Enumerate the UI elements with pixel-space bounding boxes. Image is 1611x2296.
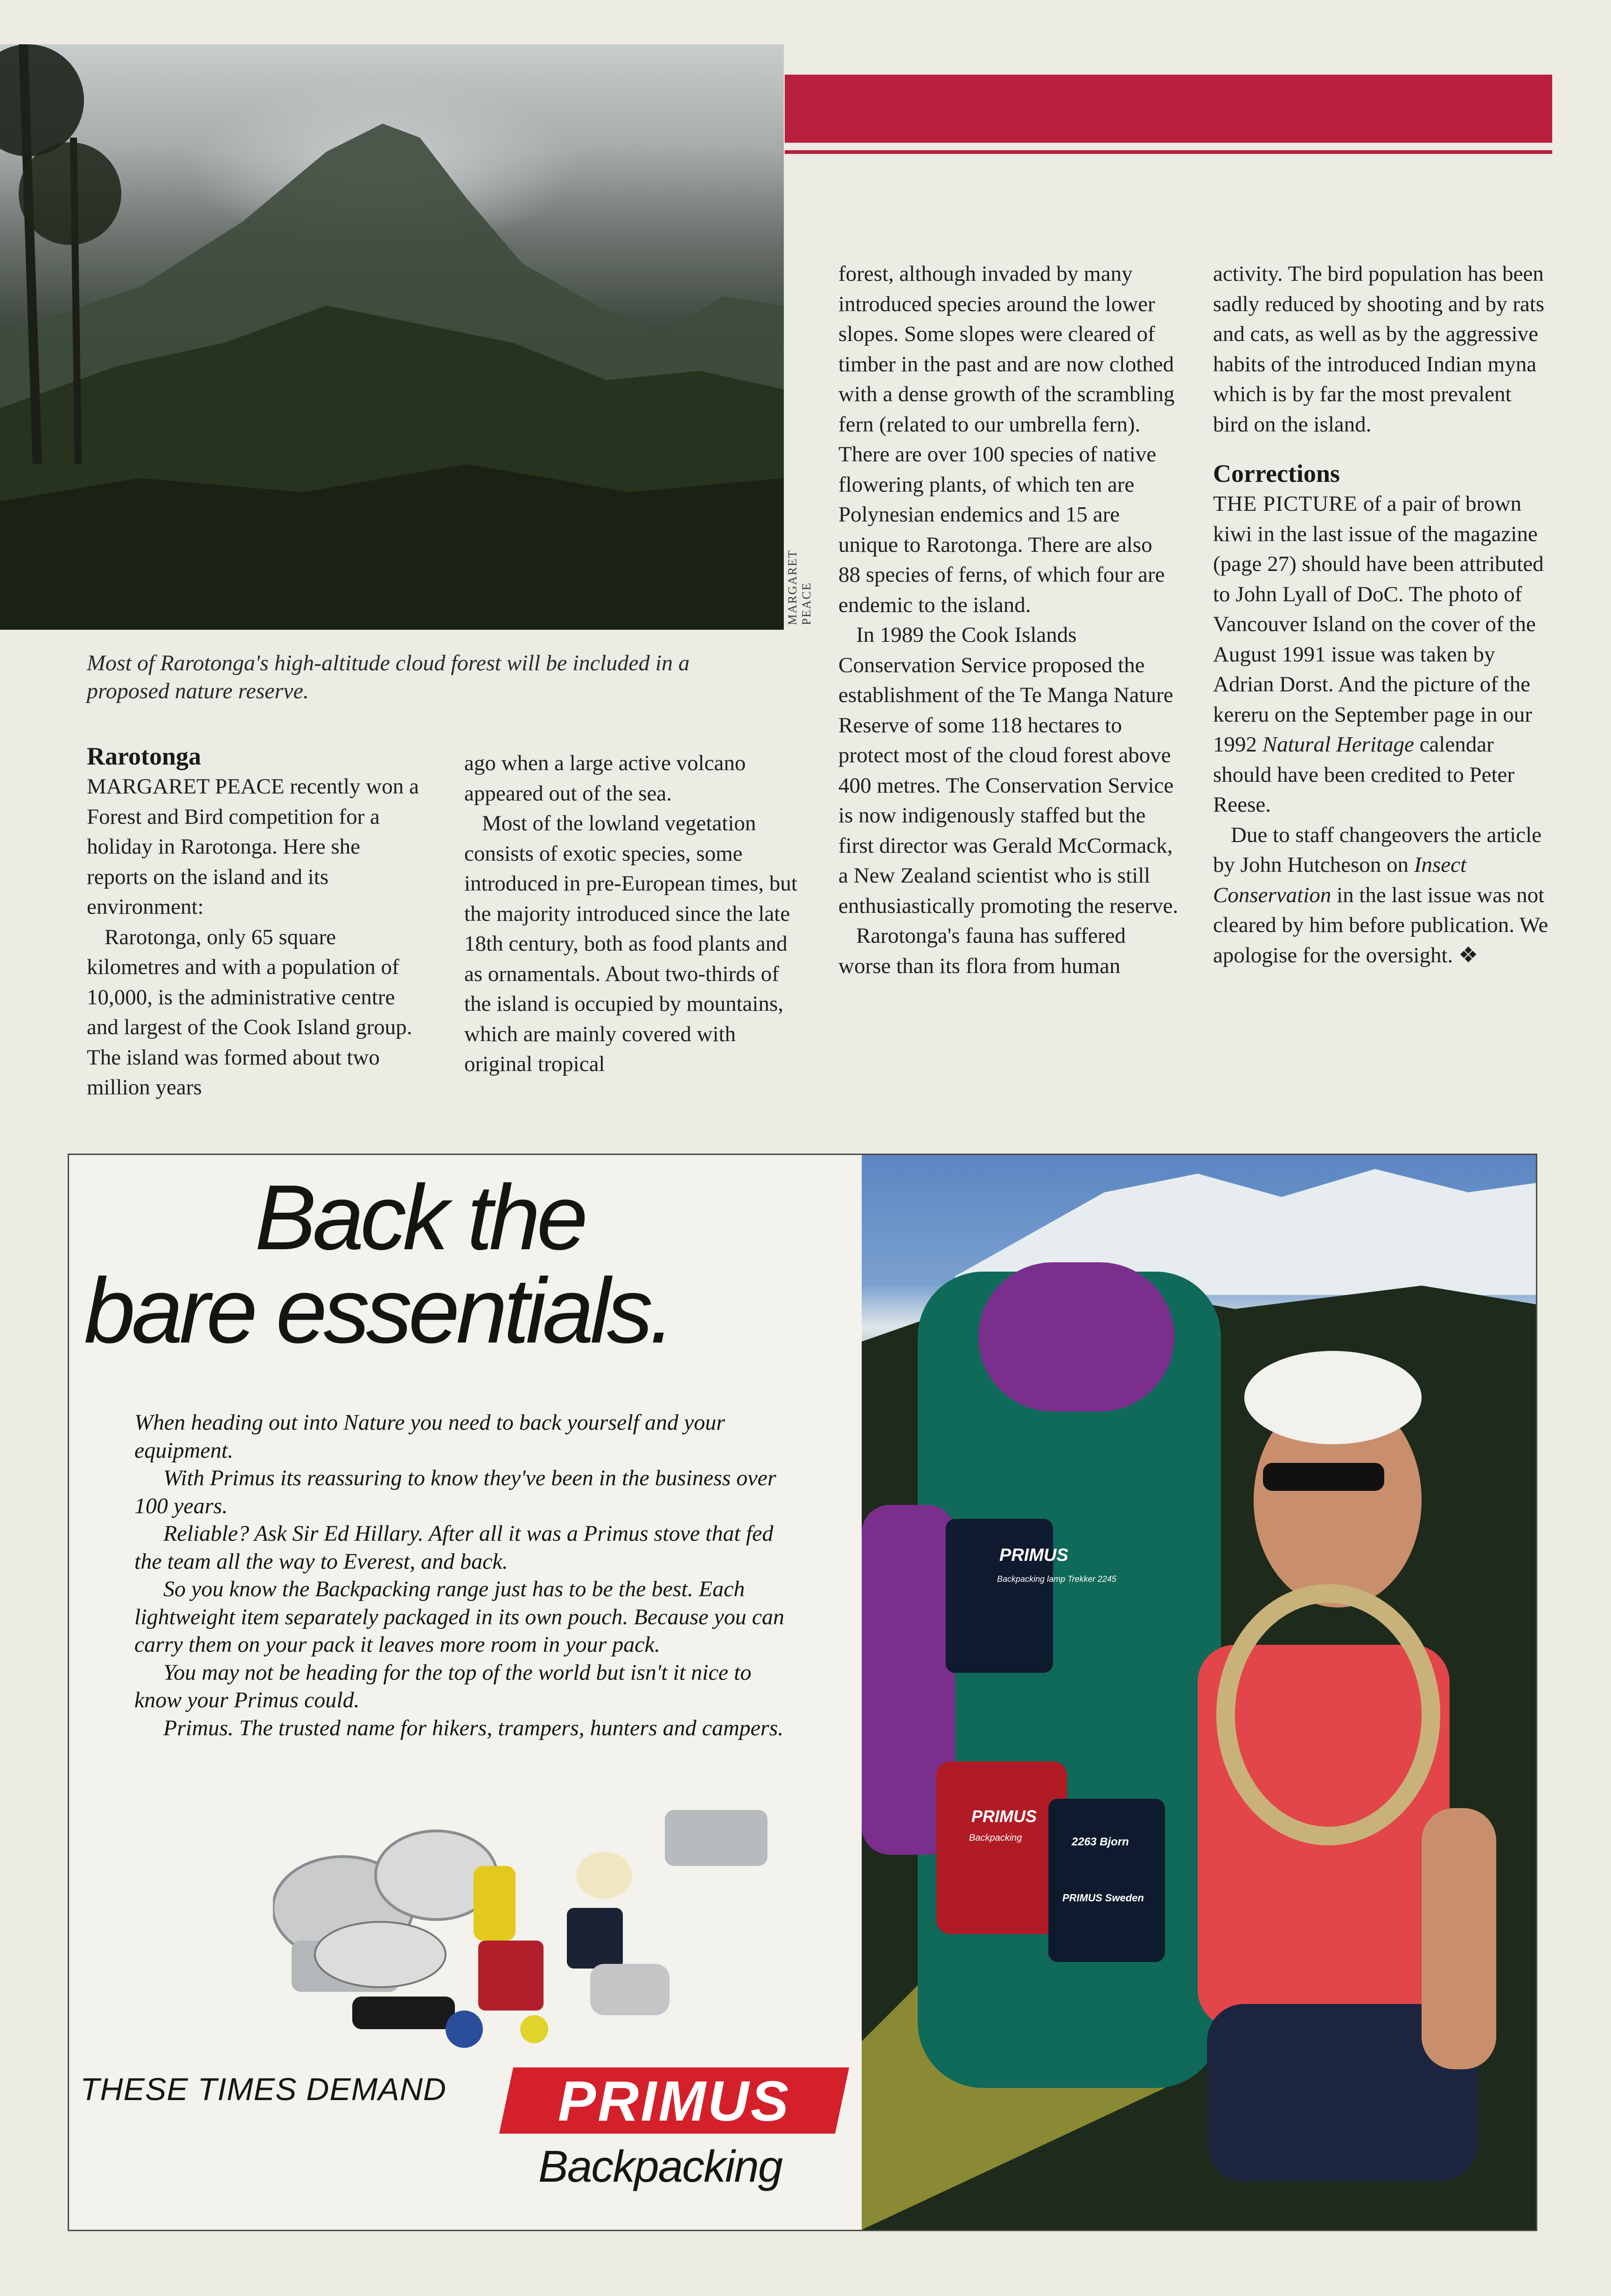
corrections-text: calendar should have been credited to Peter Reese.	[1213, 732, 1515, 817]
hiker-photo	[862, 1155, 1536, 2230]
caption-line-1: Most of Rarotonga's high-altitude cloud forest will be included in a	[87, 651, 690, 675]
article-paragraph: Most of the lowland vegetation consists of exotic species, some introduced in pre-European times, but the majority introduced since the late 18th century, both as food plants and as ornamentals. About two-thirds of the island is occupied by mountains, which are mainly covered with original tropical	[464, 811, 797, 1076]
ad-paragraph: When heading out into Nature you need to back yourself and your equipment.	[134, 1410, 725, 1463]
ad-paragraph: Reliable? Ask Sir Ed Hillary. After all it was a Primus stove that fed the team all the way to Everest, and back.	[134, 1521, 774, 1574]
lamp-pouch-label: PRIMUS	[999, 1545, 1068, 1565]
article-column-4	[1213, 259, 1549, 970]
red-header-bar	[785, 75, 1552, 143]
stove-pouch-sublabel: PRIMUS Sweden	[1062, 1892, 1144, 1904]
ad-tagline: THESE TIMES DEMAND	[80, 2072, 446, 2107]
article-heading: Rarotonga	[87, 742, 202, 770]
lamp-pouch-sublabel: Backpacking lamp Trekker 2245	[997, 1574, 1116, 1584]
article-column-3	[838, 259, 1179, 981]
ad-headline	[84, 1166, 830, 1362]
article-paragraph: In 1989 the Cook Islands Conservation Service proposed the establishment of the Te Manga Nature Reserve of some 118 hectares to protect most of the cloud forest above 400 metres. The Conservation Service is now indigenously staffed but the first director was Gerald McCormack, a New Zealand scientist who is still enthusiastically promoting the reserve.	[838, 623, 1179, 918]
article-paragraph: forest, although invaded by many introduced species around the lower slopes. Some slopes were cleared of timber in the past and are now clothed with a dense growth of the scrambling fern (related to our umbrella fern). There are over 100 species of native flowering plants, of which ten are Polynesian endemics and 15 are unique to Rarotonga. There are also 88 species of ferns, of which four are endemic to the island.	[838, 262, 1175, 617]
red-rule	[785, 150, 1552, 154]
stove-pouch-label: 2263 Bjorn	[1072, 1836, 1129, 1848]
article-paragraph: Rarotonga, only 65 square kilometres and with a population of 10,000, is the administrative centre and largest of the Cook Island group. The island was formed about two million years	[87, 925, 412, 1099]
primus-logo-text: PRIMUS	[558, 2069, 791, 2133]
corrections-lead: THE PICTURE	[1213, 492, 1358, 516]
article-paragraph: Rarotonga's fauna has suffered worse than its flora from human	[838, 924, 1126, 978]
product-cluster-image	[273, 1801, 786, 2052]
ad-paragraph: With Primus its reassuring to know they've been in the business over 100 years.	[134, 1466, 776, 1518]
calendar-title: Natural Heritage	[1262, 732, 1414, 757]
corrections-paragraph-1	[1213, 489, 1549, 820]
corrections-text: in the last issue was not cleared by him before publication. We apologise for the oversight. ❖	[1213, 883, 1548, 967]
corrections-heading: Corrections	[1213, 459, 1340, 487]
primus-logo-subtitle: Backpacking	[538, 2142, 782, 2192]
article-column-1	[87, 741, 423, 1103]
ad-paragraph: Primus. The trusted name for hikers, trampers, hunters and campers.	[163, 1715, 784, 1740]
caption-line-2: proposed nature reserve.	[87, 679, 309, 703]
ad-headline-line-2: bare essentials.	[84, 1259, 671, 1362]
corrections-text: Due to staff changeovers the article by John Hutcheson on	[1213, 822, 1541, 877]
article-paragraph: activity. The bird population has been sadly reduced by shooting and by rats and cats, as well as by the aggressive habits of the introduced Indian myna which is by far the most prevalent bird on the island.	[1213, 262, 1545, 437]
article-title: Insect Conservation	[1213, 853, 1467, 907]
ad-headline-line-1: Back the	[255, 1166, 585, 1269]
ad-paragraph: You may not be heading for the top of the world but isn't it nice to know your Primus could.	[134, 1660, 752, 1712]
ad-body-copy	[134, 1409, 797, 1742]
ad-paragraph: So you know the Backpacking range just has to be the best. Each lightweight item separately packaged in its own pouch. Because you can carry them on your pack it leaves more room in your pack.	[134, 1577, 785, 1657]
article-column-2	[464, 748, 800, 1079]
red-pouch-label: PRIMUS	[971, 1807, 1037, 1826]
corrections-paragraph-2	[1213, 820, 1549, 971]
corrections-text: of a pair of brown kiwi in the last issue of the magazine (page 27) should have been attributed to John Lyall of DoC. The photo of Vancouver Island on the cover of the August 1991 issue was taken by Adrian Dorst. And the picture of the kereru on the September page in our 1992	[1213, 492, 1544, 757]
photo-credit: MARGARET PEACE	[786, 550, 813, 625]
article-paragraph: ago when a large active volcano appeared out of the sea.	[464, 751, 746, 806]
photo-caption	[87, 649, 759, 705]
red-pouch-sublabel: Backpacking	[969, 1833, 1022, 1843]
article-paragraph: MARGARET PEACE recently won a Forest and Bird competition for a holiday in Rarotonga. Here she reports on the island and its environment:	[87, 774, 419, 919]
cloud-forest-photo	[0, 44, 784, 630]
